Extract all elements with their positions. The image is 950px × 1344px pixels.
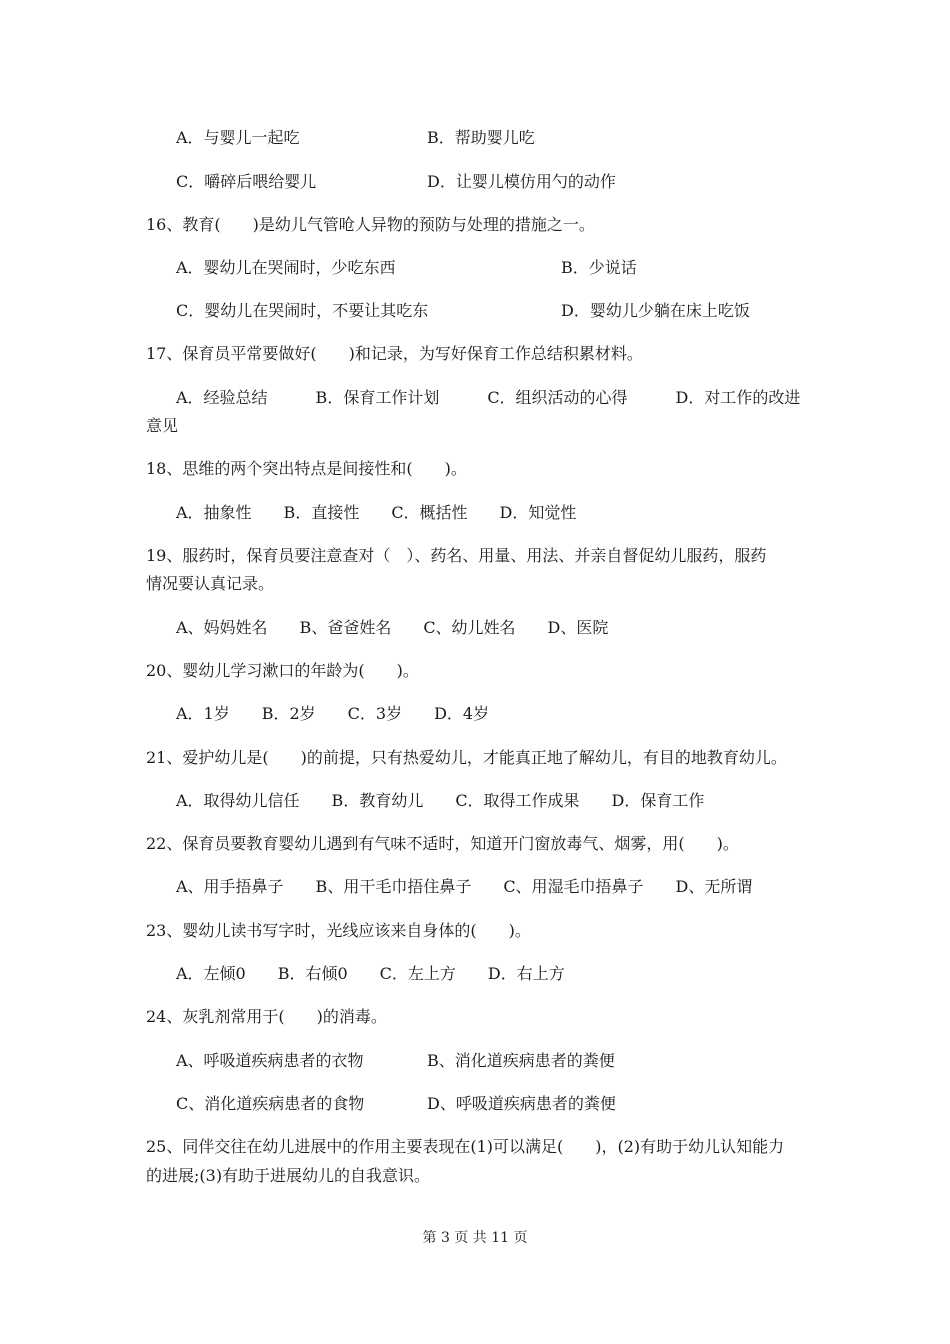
question-16-option-a: A．婴幼儿在哭闹时，少吃东西 bbox=[176, 258, 396, 277]
question-22-options: A、用手捂鼻子 B、用干毛巾捂住鼻子 C、用湿毛巾捂鼻子 D、无所谓 bbox=[176, 877, 753, 896]
question-16-stem: 16、教育( )是幼儿气管呛人异物的预防与处理的措施之一。 bbox=[146, 215, 595, 234]
page-footer: 第 3 页 共 11 页 bbox=[422, 1230, 528, 1246]
question-16-option-b: B．少说话 bbox=[561, 258, 637, 277]
option-b: B．帮助婴儿吃 bbox=[427, 128, 535, 147]
option-a: A．与婴儿一起吃 bbox=[176, 128, 300, 147]
question-18-stem: 18、思维的两个突出特点是间接性和( )。 bbox=[146, 459, 467, 478]
question-22-stem: 22、保育员要教育婴幼儿遇到有气味不适时，知道开门窗放毒气、烟雾，用( )。 bbox=[146, 834, 739, 853]
question-24-option-c: C、消化道疾病患者的食物 bbox=[176, 1094, 365, 1113]
question-24-option-b: B、消化道疾病患者的粪便 bbox=[427, 1051, 615, 1070]
option-c: C．嚼碎后喂给婴儿 bbox=[176, 172, 317, 191]
question-20-options: A．1岁 B．2岁 C．3岁 D．4岁 bbox=[176, 704, 490, 723]
question-24-option-d: D、呼吸道疾病患者的粪便 bbox=[427, 1094, 616, 1113]
question-21-options: A．取得幼儿信任 B．教育幼儿 C．取得工作成果 D．保育工作 bbox=[176, 791, 705, 810]
question-18-options: A．抽象性 B．直接性 C．概括性 D．知觉性 bbox=[176, 503, 577, 522]
question-16-option-c: C．婴幼儿在哭闹时，不要让其吃东 bbox=[176, 301, 429, 320]
question-19-stem-cont: 情况要认真记录。 bbox=[146, 574, 275, 593]
question-20-stem: 20、婴幼儿学习漱口的年龄为( )。 bbox=[146, 661, 419, 680]
question-19-options: A、妈妈姓名 B、爸爸姓名 C、幼儿姓名 D、医院 bbox=[176, 618, 609, 637]
question-25-stem: 25、同伴交往在幼儿进展中的作用主要表现在(1)可以满足( )，(2)有助于幼儿认知能力 bbox=[146, 1137, 785, 1156]
question-17-options: A．经验总结 B．保育工作计划 C．组织活动的心得 D．对工作的改进 bbox=[176, 388, 801, 407]
question-17-stem: 17、保育员平常要做好( )和记录，为写好保育工作总结积累材料。 bbox=[146, 344, 643, 363]
question-17-options-cont: 意见 bbox=[146, 416, 179, 435]
question-24-stem: 24、灰乳剂常用于( )的消毒。 bbox=[146, 1007, 387, 1026]
question-25-stem-cont: 的进展;(3)有助于进展幼儿的自我意识。 bbox=[146, 1166, 431, 1185]
question-21-stem: 21、爱护幼儿是( )的前提，只有热爱幼儿，才能真正地了解幼儿，有目的地教育幼儿。 bbox=[146, 748, 787, 767]
option-d: D．让婴儿模仿用勺的动作 bbox=[427, 172, 616, 191]
question-16-option-d: D．婴幼儿少躺在床上吃饭 bbox=[561, 301, 750, 320]
question-19-stem: 19、服药时，保育员要注意查对（ ）、药名、用量、用法、并亲自督促幼儿服药，服药 bbox=[146, 546, 767, 565]
question-23-options: A．左倾0 B．右倾0 C．左上方 D．右上方 bbox=[176, 964, 565, 983]
question-23-stem: 23、婴幼儿读书写字时，光线应该来自身体的( )。 bbox=[146, 921, 531, 940]
question-24-option-a: A、呼吸道疾病患者的衣物 bbox=[176, 1051, 364, 1070]
